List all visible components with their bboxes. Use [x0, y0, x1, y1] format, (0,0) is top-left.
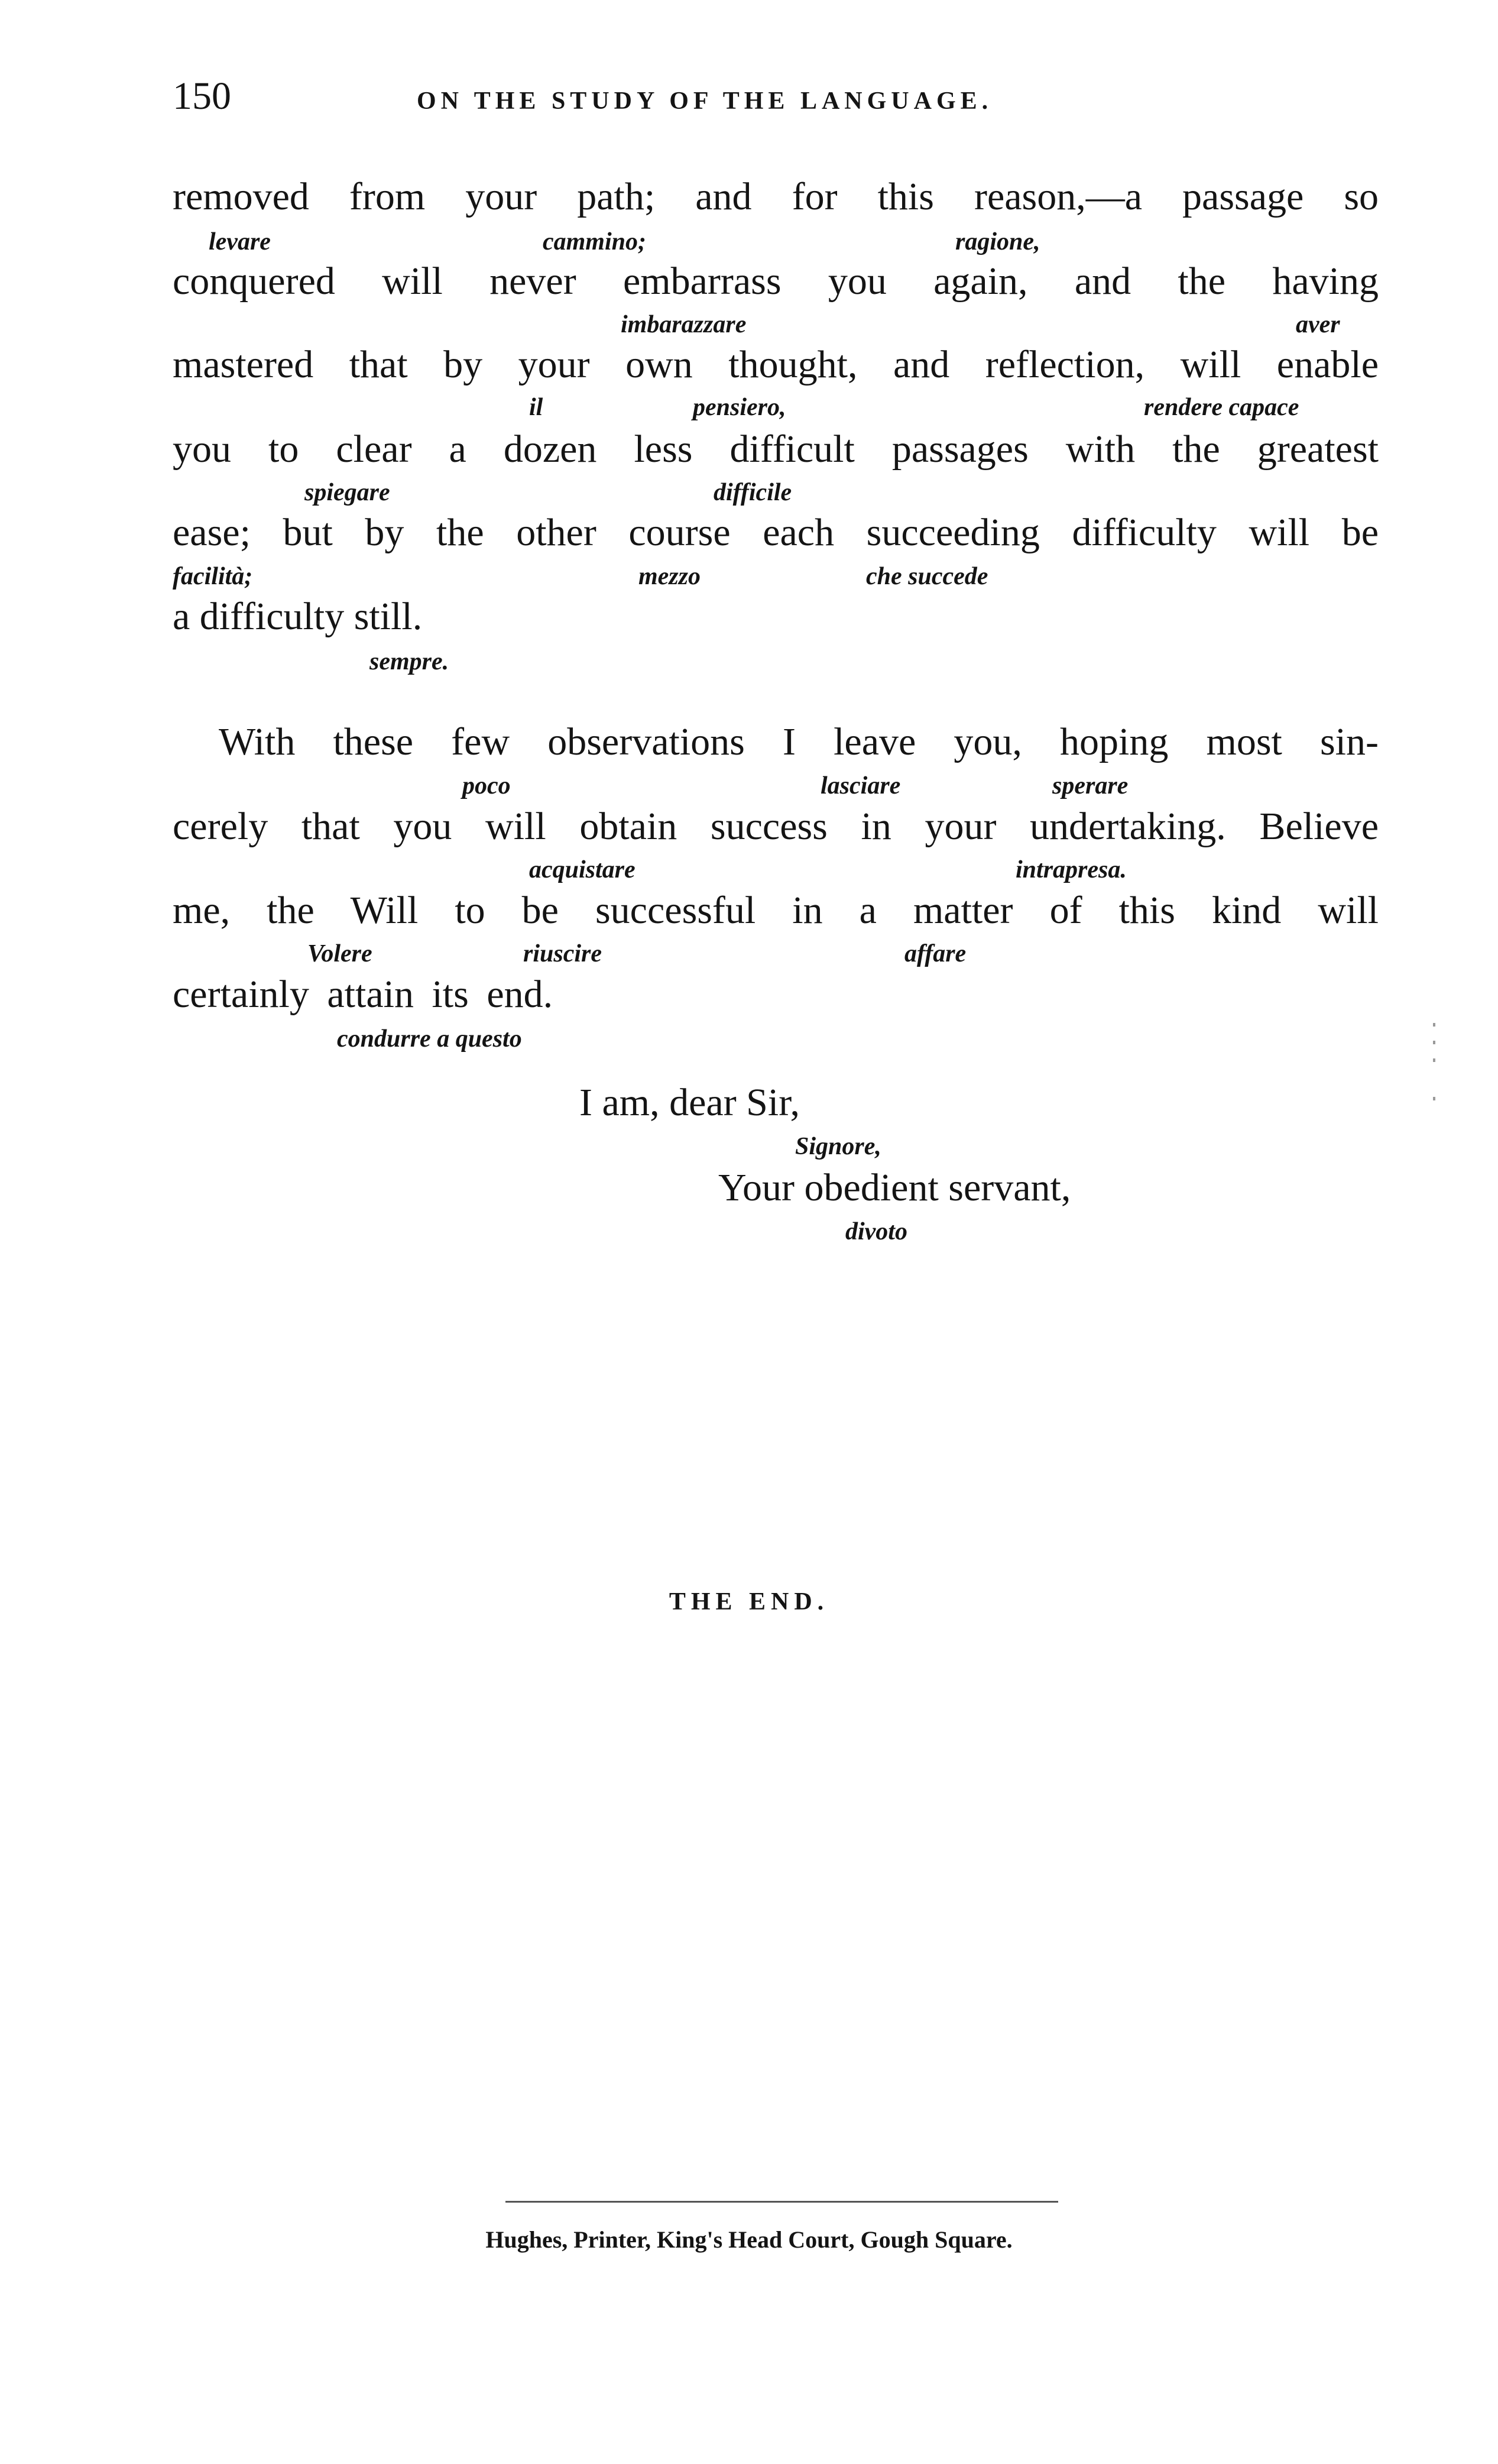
- gloss: affare: [904, 940, 967, 967]
- gloss: mezzo: [638, 563, 701, 590]
- text-line: removed from your path; and for this reason,—a passage so: [173, 175, 1379, 218]
- closing-signoff: Your obedient servant,: [718, 1166, 1071, 1209]
- text-line: conquered will never embarrass you again, and the having: [173, 260, 1379, 303]
- gloss: Signore,: [795, 1133, 881, 1160]
- gloss: il: [529, 394, 543, 421]
- gloss: riuscire: [523, 940, 602, 967]
- gloss: facilità;: [173, 563, 253, 590]
- gloss: lasciare: [821, 772, 901, 799]
- gloss: imbarazzare: [621, 311, 747, 338]
- text-line: certainly attain its end.: [173, 973, 553, 1016]
- gloss: divoto: [845, 1218, 907, 1245]
- gloss: spiegare: [304, 479, 390, 506]
- gloss: che succede: [866, 563, 988, 590]
- gloss: intrapresa.: [1016, 856, 1127, 883]
- gloss: condurre a questo: [337, 1025, 522, 1053]
- printer-imprint: Hughes, Printer, King's Head Court, Gough Square.: [485, 2226, 1013, 2253]
- gloss: levare: [209, 228, 271, 255]
- text-line: a difficulty still.: [173, 595, 423, 638]
- imprint-rule: [505, 2201, 1058, 2203]
- text-line: mastered that by your own thought, and reflection, will enable: [173, 343, 1379, 386]
- text-line: cerely that you will obtain success in your undertaking. Believe: [173, 805, 1379, 848]
- text-line: me, the Will to be successful in a matter of this kind will: [173, 889, 1379, 932]
- gloss: sperare: [1052, 772, 1129, 799]
- scan-speck: [1433, 1023, 1435, 1027]
- the-end-heading: THE END.: [669, 1588, 829, 1615]
- gloss: poco: [462, 772, 511, 799]
- gloss: pensiero,: [693, 394, 786, 421]
- gloss: sempre.: [369, 648, 449, 675]
- scan-speck: [1433, 1041, 1435, 1044]
- gloss: ragione,: [955, 228, 1040, 255]
- text-line: With these few observations I leave you, hoping most sin-: [219, 720, 1379, 763]
- text-line: you to clear a dozen less difficult passages with the greatest: [173, 428, 1379, 471]
- running-head: ON THE STUDY OF THE LANGUAGE.: [417, 88, 993, 115]
- gloss: Volere: [307, 940, 372, 967]
- gloss: aver: [1296, 311, 1340, 338]
- closing-salutation: I am, dear Sir,: [579, 1081, 800, 1124]
- scan-speck: [1433, 1058, 1435, 1062]
- gloss: cammino;: [543, 228, 646, 255]
- gloss: acquistare: [529, 856, 635, 883]
- page-number: 150: [173, 75, 231, 118]
- gloss: rendere capace: [1144, 394, 1299, 421]
- scan-speck: [1433, 1097, 1435, 1100]
- text-line: ease; but by the other course each succeeding difficulty will be: [173, 511, 1379, 554]
- gloss: difficile: [714, 479, 792, 506]
